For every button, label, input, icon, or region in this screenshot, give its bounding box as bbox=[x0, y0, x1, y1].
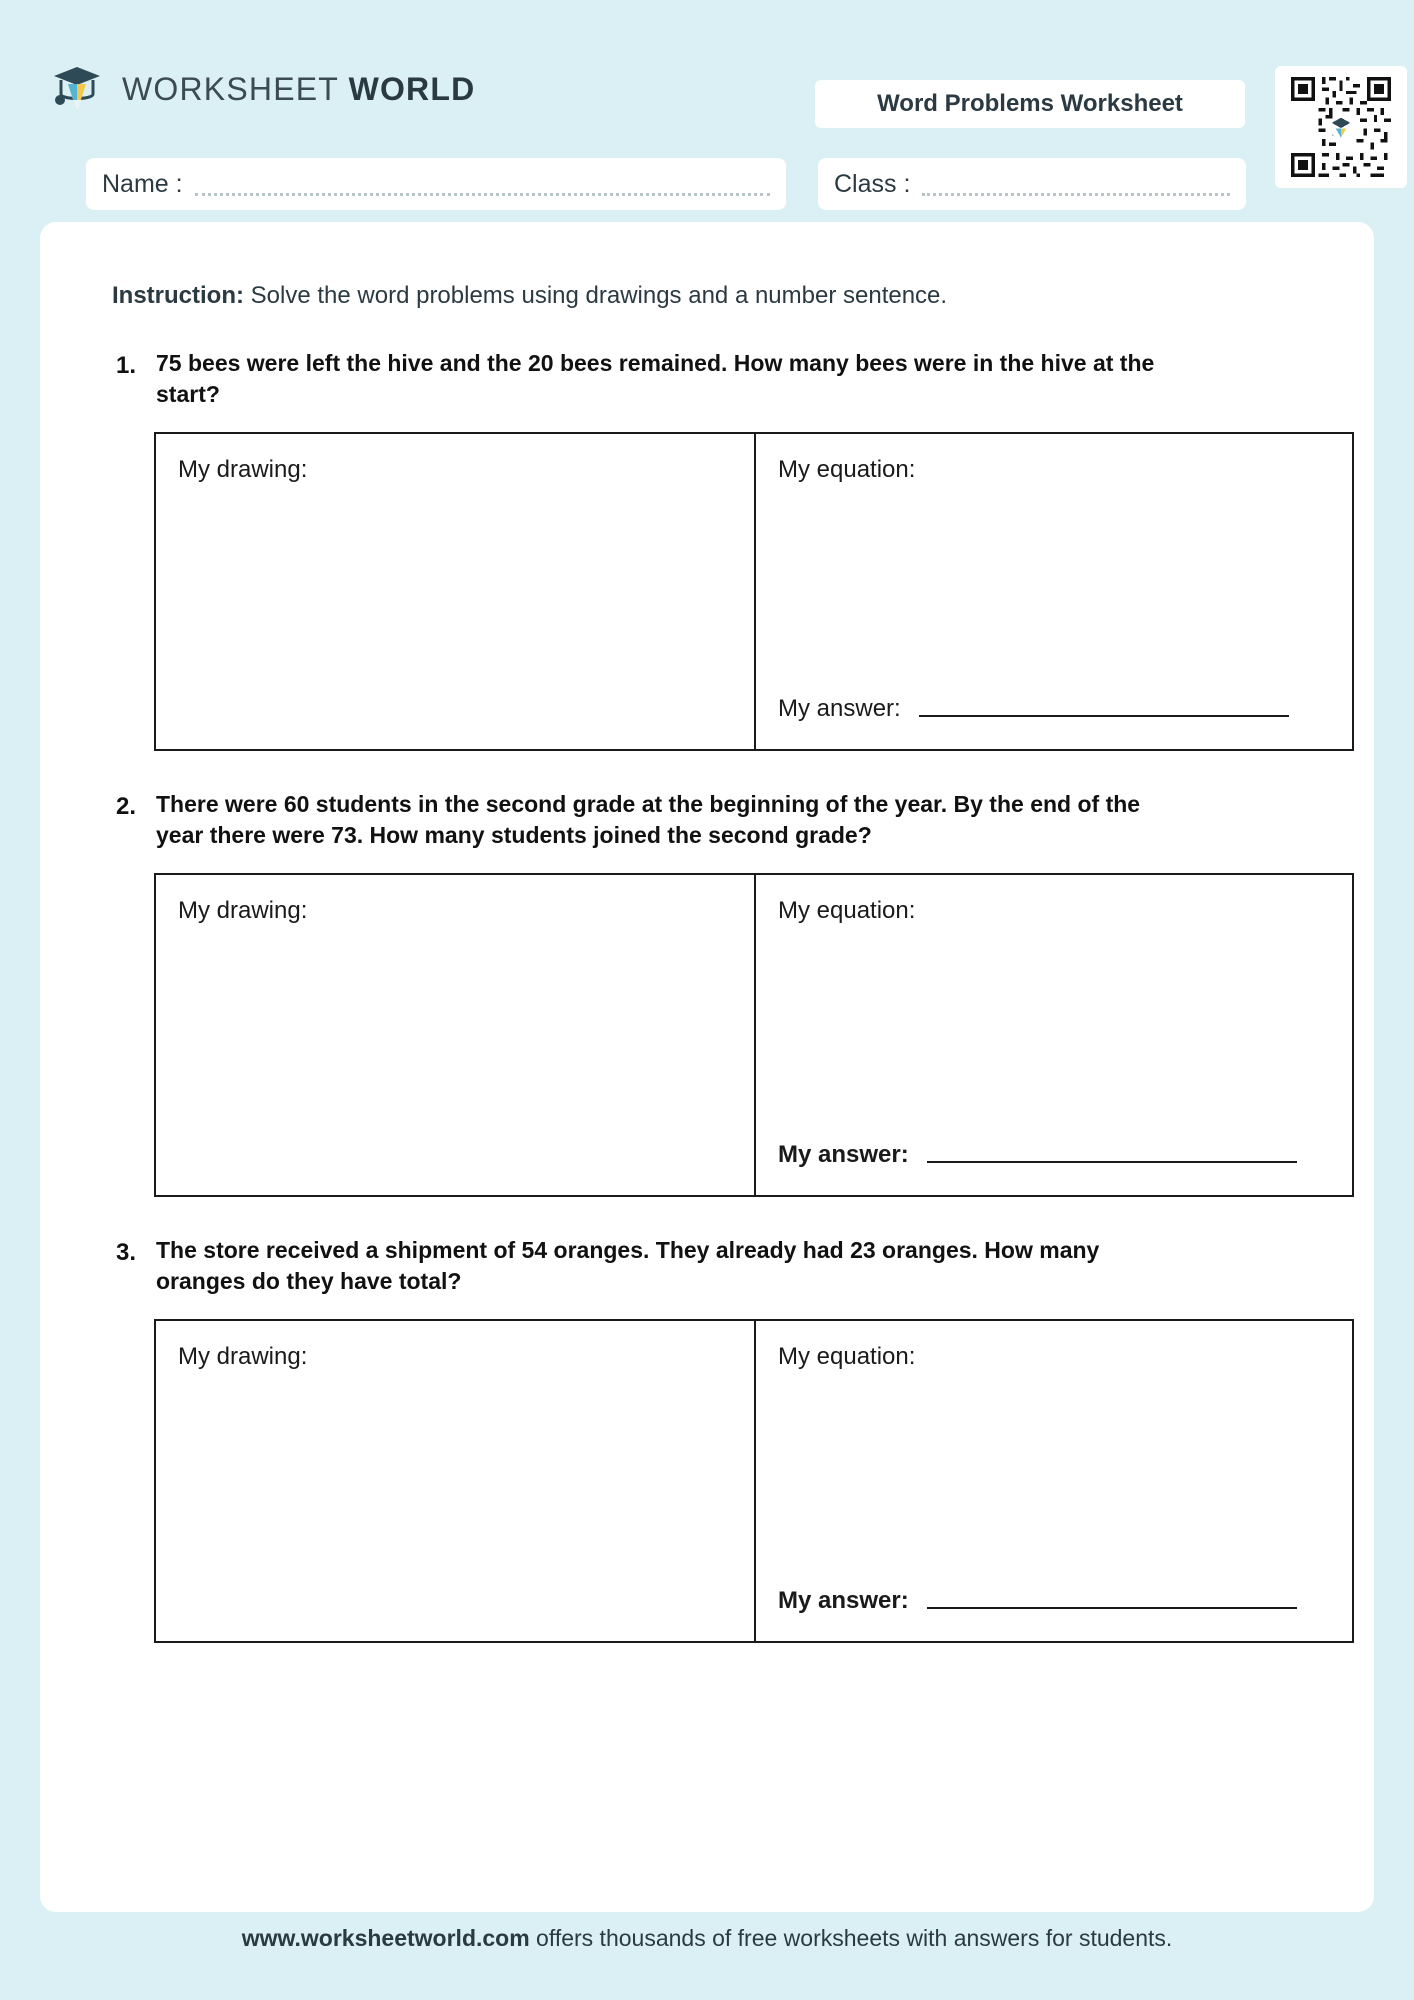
instruction-text: Solve the word problems using drawings and a number sentence. bbox=[250, 282, 948, 309]
problem-1-drawing-box[interactable] bbox=[156, 434, 756, 749]
problem-3-equation-label: My equation: bbox=[778, 1343, 916, 1371]
name-field[interactable] bbox=[86, 158, 786, 210]
problem-3-drawing-label: My drawing: bbox=[178, 1343, 308, 1371]
problem-2-heading bbox=[82, 789, 1332, 851]
problem-1-answer-label: My answer: bbox=[778, 695, 901, 723]
footer-site[interactable]: www.worksheetworld.com bbox=[241, 1925, 530, 1951]
problem-1-equation-label: My equation: bbox=[778, 456, 916, 484]
problem-1-drawing-label: My drawing: bbox=[178, 456, 308, 484]
graduation-cap-pencil-icon bbox=[48, 60, 106, 118]
problem-1-number: 1. bbox=[116, 352, 137, 379]
problem-3-equation-box[interactable] bbox=[756, 1321, 1352, 1641]
problem-2-answer-input[interactable] bbox=[927, 1157, 1297, 1163]
problem-1-answer-input[interactable] bbox=[919, 711, 1289, 717]
page-header bbox=[40, 28, 1374, 198]
class-input[interactable] bbox=[922, 171, 1230, 196]
problem-2 bbox=[82, 789, 1332, 1197]
problem-3-heading bbox=[82, 1235, 1332, 1297]
footer-tail: offers thousands of free worksheets with answers for students. bbox=[529, 1925, 1173, 1951]
problem-2-answer-row bbox=[778, 1141, 1330, 1169]
problem-3 bbox=[82, 1235, 1332, 1643]
problem-2-workarea bbox=[154, 873, 1354, 1197]
problem-1-heading bbox=[82, 348, 1332, 410]
problem-2-drawing-label: My drawing: bbox=[178, 897, 308, 925]
problem-1-answer-row bbox=[778, 695, 1330, 723]
problem-2-text: There were 60 students in the second grade at the beginning of the year. By the end of the year there were 73. How many students joined the second grade? bbox=[156, 791, 1141, 849]
name-label: Name : bbox=[102, 169, 183, 198]
brand bbox=[48, 60, 475, 118]
problem-3-answer-input[interactable] bbox=[927, 1603, 1297, 1609]
problem-3-drawing-box[interactable] bbox=[156, 1321, 756, 1641]
brand-name-bold: WORLD bbox=[348, 70, 476, 107]
problem-2-number: 2. bbox=[116, 793, 137, 821]
problem-2-answer-label: My answer: bbox=[778, 1141, 909, 1169]
instruction-label: Instruction: bbox=[112, 282, 244, 309]
name-input[interactable] bbox=[195, 171, 770, 196]
problem-1-equation-box[interactable] bbox=[756, 434, 1352, 749]
problem-1 bbox=[82, 348, 1332, 751]
worksheet-sheet bbox=[40, 222, 1374, 1912]
footer bbox=[0, 1925, 1414, 1952]
problem-3-answer-label: My answer: bbox=[778, 1587, 909, 1615]
problem-3-workarea bbox=[154, 1319, 1354, 1643]
qr-code-icon[interactable] bbox=[1275, 66, 1407, 188]
problem-3-answer-row bbox=[778, 1587, 1330, 1615]
brand-name bbox=[122, 71, 475, 108]
problem-2-drawing-box[interactable] bbox=[156, 875, 756, 1195]
instruction bbox=[112, 282, 1332, 310]
problem-2-equation-box[interactable] bbox=[756, 875, 1352, 1195]
problem-1-workarea bbox=[154, 432, 1354, 751]
problem-1-text: 75 bees were left the hive and the 20 bees remained. How many bees were in the hive at the start? bbox=[156, 350, 1155, 408]
problem-2-equation-label: My equation: bbox=[778, 897, 916, 925]
problem-3-text: The store received a shipment of 54 oranges. They already had 23 oranges. How many oranges do they have total? bbox=[156, 1237, 1100, 1295]
class-label: Class : bbox=[834, 169, 911, 198]
class-field[interactable] bbox=[818, 158, 1246, 210]
worksheet-title: Word Problems Worksheet bbox=[815, 80, 1245, 128]
brand-name-light: WORKSHEET bbox=[122, 70, 339, 107]
problem-3-number: 3. bbox=[116, 1239, 137, 1267]
